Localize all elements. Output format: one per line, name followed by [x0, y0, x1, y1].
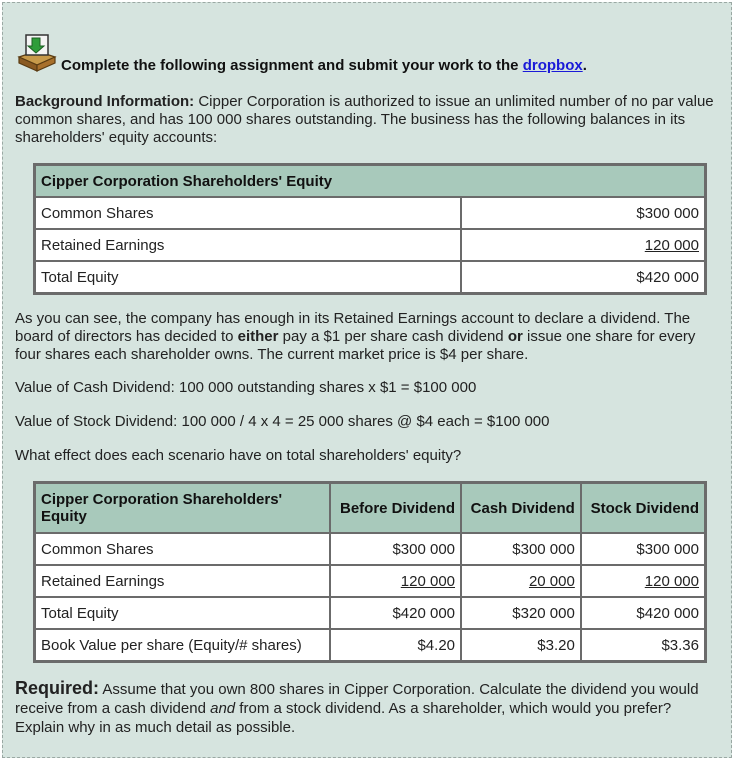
effect-question: What effect does each scenario have on total shareholders' equity?: [15, 447, 462, 464]
header-stock-dividend: Stock Dividend: [581, 483, 705, 533]
required-label: Required:: [15, 678, 100, 698]
header-cash-dividend: Cash Dividend: [461, 483, 581, 533]
dropbox-tray-icon: [15, 31, 59, 75]
required-text-2: from a stock dividend. As a shareholder, which would you prefer? Explain why in as much detail as possible.: [15, 700, 672, 736]
equity-table-title: Cipper Corporation Shareholders' Equity: [35, 165, 705, 197]
equity-table: [33, 163, 707, 295]
background-text: Cipper Corporation is authorized to issue an unlimited number of no par value common shares, and has 100 000 shares outstanding. The business has the following balances in its shareholders' equity accounts:: [15, 93, 714, 146]
scenario-text-1: As you can see, the company has enough in its Retained Earnings account to declare a dividend. The board of directors has decided to: [15, 310, 691, 345]
header-before-dividend: Before Dividend: [330, 483, 461, 533]
either-text: either: [237, 328, 279, 345]
table-row: [35, 229, 705, 261]
row-value: 120 000: [644, 236, 699, 254]
table-row: [35, 261, 705, 293]
row-label: Common Shares: [35, 197, 461, 229]
row-label: Retained Earnings: [35, 565, 330, 597]
table-row: [35, 565, 705, 597]
row-value: $300 000: [461, 197, 705, 229]
row-label: Retained Earnings: [35, 229, 461, 261]
row-label: Book Value per share (Equity/# shares): [35, 629, 330, 661]
row-value-cell: [330, 565, 461, 597]
row-value-cell: [461, 565, 581, 597]
table-row: [35, 629, 705, 661]
background-label: Background Information:: [15, 93, 195, 110]
row-label: Total Equity: [35, 261, 461, 293]
stock-dividend-value: Value of Stock Dividend: 100 000 / 4 x 4 = 25 000 shares @ $4 each = $100 000: [15, 413, 550, 430]
table-header-row: [35, 483, 705, 533]
row-value: $3.36: [581, 629, 705, 661]
row-value: 20 000: [528, 572, 575, 590]
table-row: [35, 533, 705, 565]
row-value: $300 000: [581, 533, 705, 565]
row-value: 120 000: [400, 572, 456, 590]
row-value: $4.20: [330, 629, 461, 661]
row-value: $3.20: [461, 629, 581, 661]
scenario-text-3: issue one share for every four shares each shareholder owns. The current market price is $4 per share.: [15, 328, 696, 363]
scenario-paragraph: [15, 310, 723, 364]
row-label: Common Shares: [35, 533, 330, 565]
or-text: or: [507, 328, 523, 345]
instruction-label: Complete the following assignment and submit your work to the: [61, 57, 523, 74]
row-label: Total Equity: [35, 597, 330, 629]
instruction-end: .: [582, 57, 587, 74]
instruction-text: [61, 57, 587, 74]
row-value: $420 000: [330, 597, 461, 629]
row-value-cell: [461, 229, 705, 261]
background-info: [15, 93, 723, 147]
and-text: and: [210, 700, 236, 717]
row-value: 120 000: [644, 572, 699, 590]
cash-dividend-value: Value of Cash Dividend: 100 000 outstanding shares x $1 = $100 000: [15, 379, 477, 396]
header-equity: Cipper Corporation Shareholders' Equity: [35, 483, 330, 533]
table-row: [35, 597, 705, 629]
row-value: $420 000: [581, 597, 705, 629]
dividend-comparison-table: [33, 481, 707, 663]
dropbox-link[interactable]: dropbox: [522, 57, 583, 74]
required-paragraph: [15, 679, 723, 737]
row-value-cell: [581, 565, 705, 597]
row-value: $300 000: [461, 533, 581, 565]
scenario-text-2: pay a $1 per share cash dividend: [278, 328, 508, 345]
row-value: $320 000: [461, 597, 581, 629]
assignment-header: [15, 31, 715, 77]
row-value: $300 000: [330, 533, 461, 565]
assignment-panel: [2, 2, 732, 758]
row-value: $420 000: [461, 261, 705, 293]
required-text-1: Assume that you own 800 shares in Cipper Corporation. Calculate the dividend you would receive from a cash dividend: [15, 681, 699, 717]
table-row: [35, 197, 705, 229]
